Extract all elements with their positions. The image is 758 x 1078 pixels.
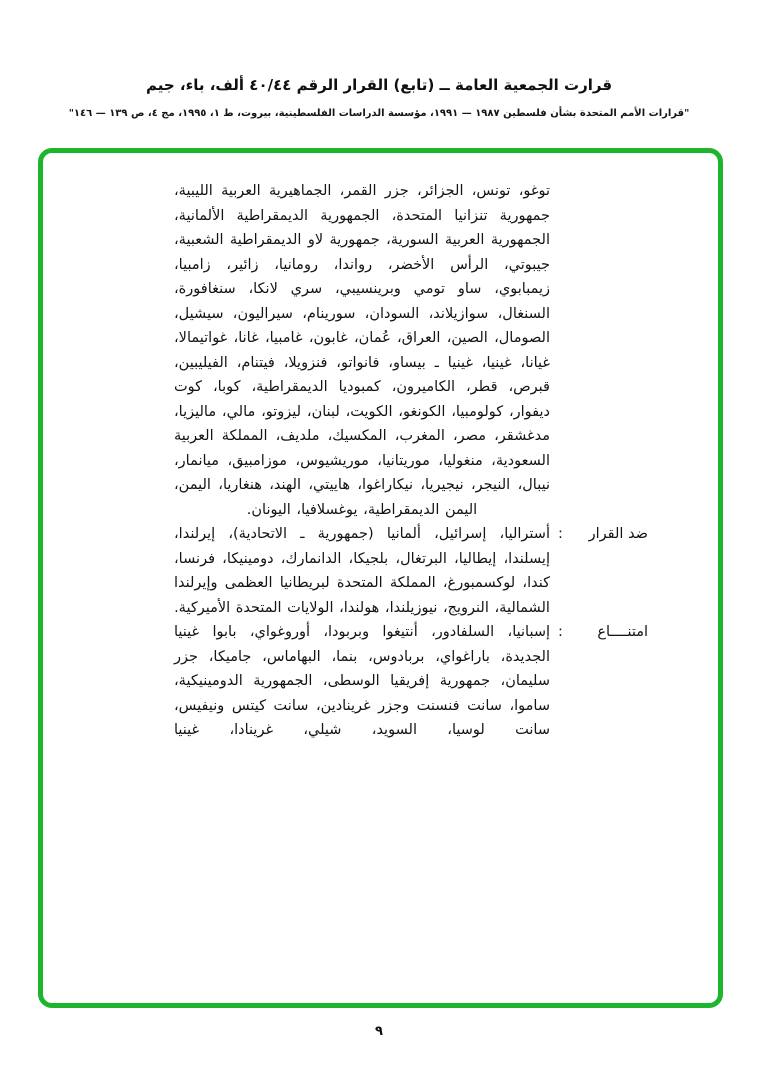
- vote-countries: أستراليا، إسرائيل، ألمانيا (جمهورية ـ الاتحادية)، إيرلندا، إيسلندا، إيطاليا، البرتغال، بلجيكا، الدانمارك، دومينيكا، فرنسا، كندا، لوكسمبورغ، المملكة المتحدة لبريطانيا العظمى وإيرلندا الشمالية، النرويج، نيوزيلندا، هولندا، الولايات المتحدة الأميركية.: [174, 526, 550, 616]
- vote-label-colon: :: [558, 526, 563, 542]
- highlight-box: [38, 148, 723, 1008]
- vote-countries: توغو، تونس، الجزائر، جزر القمر، الجماهيرية العربية الليبية، جمهورية تنزانيا المتحدة، الجمهورية الديمقراطية الألمانية، الجمهورية العربية السورية، جمهورية لاو الديمقراطية الشعبية، جيبوتي، الرأس الأخضر، رواندا، رومانيا، زائير، زامبيا، زيمبابوي، ساو تومي وبرينسيبي، سري لانكا، سنغافورة، السنغال، سوازيلاند، السودان، سورينام، سيراليون، سيشيل، الصومال، الصين، العراق، عُمان، غابون، غامبيا، غانا، غواتيمالا، غيانا، غينيا، غينيا ـ بيساو، فانواتو، فنزويلا، فيتنام، الفيليبين، قبرص، قطر، الكاميرون، كمبوديا الديمقراطية، كوبا، كوت ديفوار، كولومبيا، الكونغو، الكويت، لبنان، ليزوتو، مالي، ماليزيا، مدغشقر، مصر، المغرب، المكسيك، ملديف، المملكة العربية السعودية، منغوليا، موريتانيا، موريشيوس، موزامبيق، ميانمار، نيبال، النيجر، نيجيريا، نيكاراغوا، هاييتي، الهند، هنغاريا، اليمن، اليمن الديمقراطية، يوغسلافيا، اليونان.: [174, 183, 550, 518]
- vote-block-abstentions: [174, 620, 648, 743]
- vote-label-text: ضد القرار: [588, 526, 648, 542]
- vote-block-against: [174, 522, 648, 620]
- vote-label: [550, 620, 648, 645]
- vote-block-continued: [174, 179, 648, 522]
- vote-label-text: امتنــــاع: [597, 624, 648, 640]
- vote-countries: إسبانيا، السلفادور، أنتيغوا وبربودا، أوروغواي، بابوا غينيا الجديدة، باراغواي، بربادوس، بنما، البهاماس، جاميكا، جزر سليمان، جمهورية إفريقيا الوسطى، الجمهورية الدومينيكية، ساموا، سانت فنسنت وجزر غرينادين، سانت كيتس ونيفيس، سانت لوسيا، السويد، شيلي، غرينادا، غينيا: [174, 624, 550, 738]
- vote-label: [550, 522, 648, 547]
- vote-label-colon: :: [558, 624, 563, 640]
- vote-list: [174, 179, 648, 743]
- doc-title: قرارت الجمعية العامة ــ (تابع) القرار الرقم ٤٠/٤٤ ألف، باء، جيم: [145, 76, 613, 94]
- doc-citation: "قرارات الأمم المتحدة بشأن فلسطين ١٩٨٧ — ١٩٩١، مؤسسة الدراسات الفلسطينية، بيروت، ط ١، ١٩٩٥، مج ٤، ص ١٣٩ — ١٤٦": [68, 108, 690, 119]
- page-number: ٩: [375, 1024, 383, 1039]
